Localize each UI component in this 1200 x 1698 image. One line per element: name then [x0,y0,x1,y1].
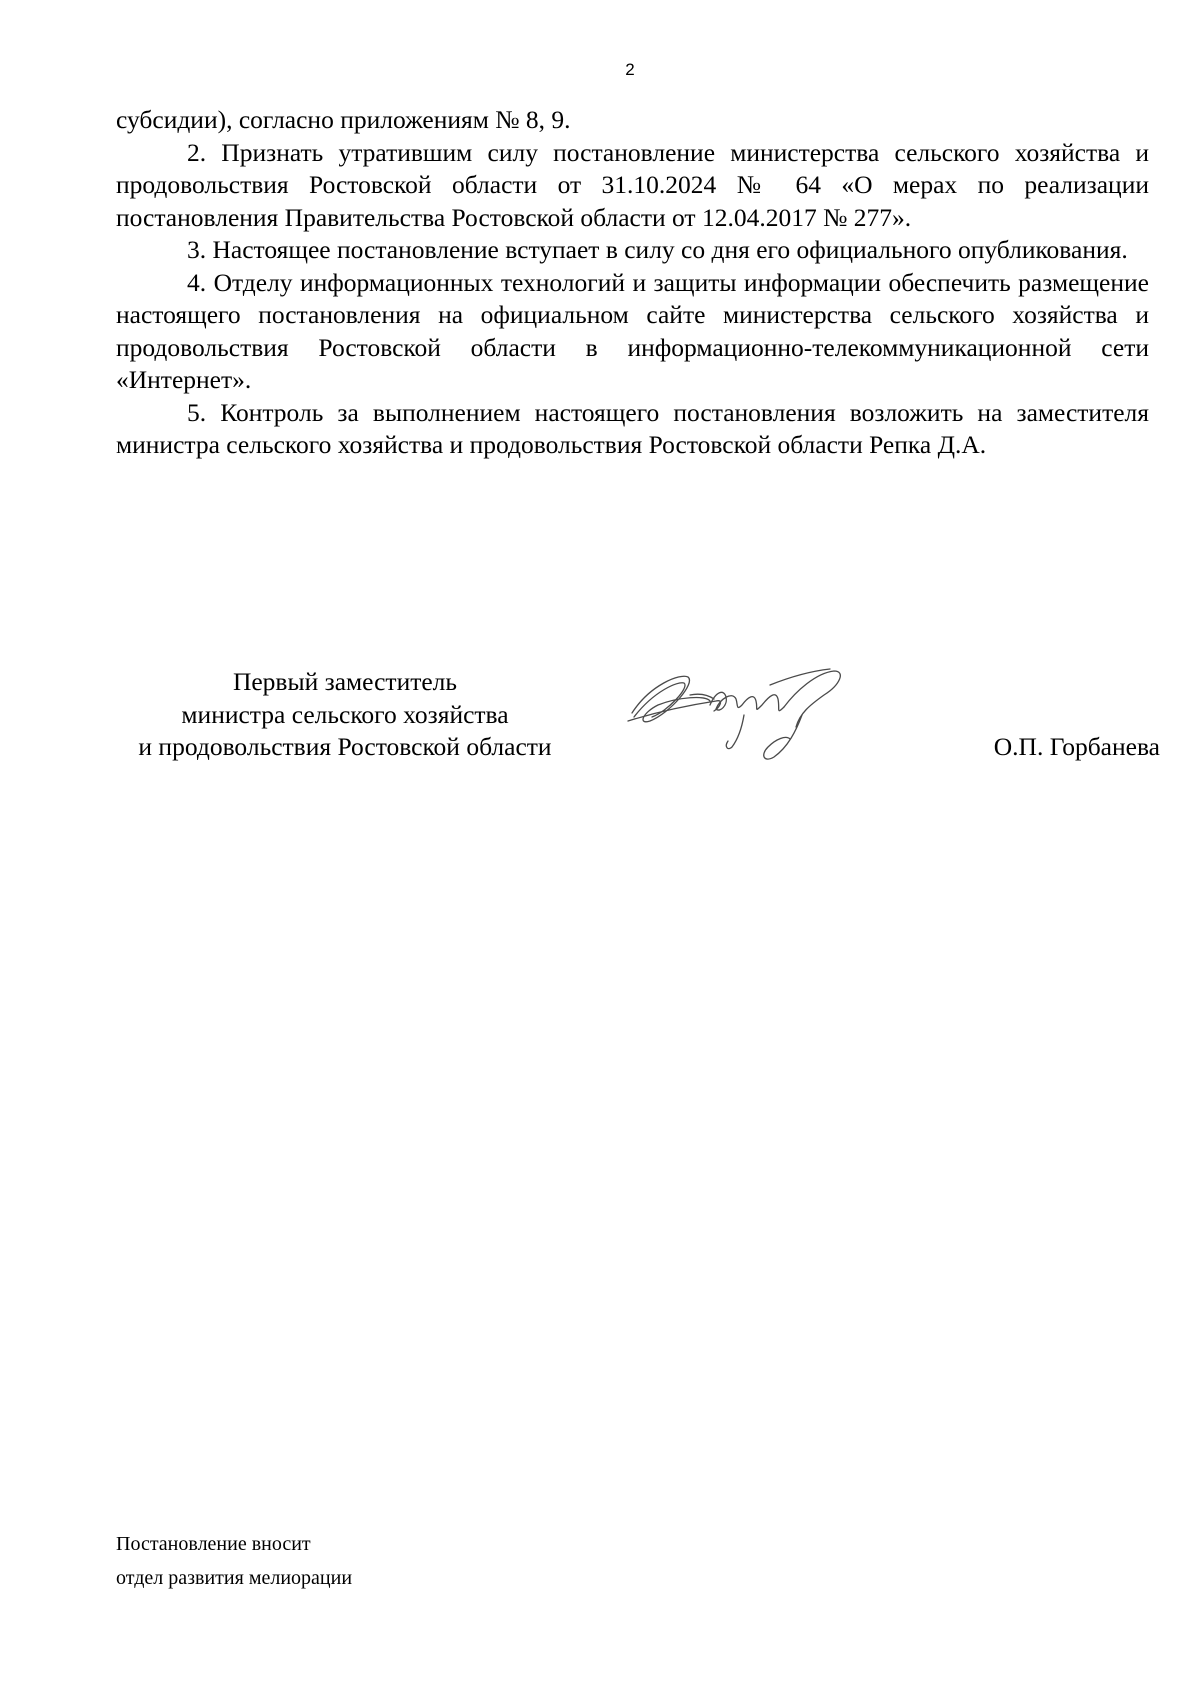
signatory-position-line: Первый заместитель [232,667,458,696]
footer-line: отдел развития мелиорации [116,1567,353,1589]
signatory-position [120,666,570,764]
signatory-position-line: и продовольствия Ростовской области [138,732,552,761]
handwritten-signature-icon [620,655,870,775]
paragraph-2: 2. Признать утратившим силу постановление министерства сельского хозяйства и продовольствия Ростовской области от 31.10.2024 № 64 «О мерах по реализации постановления Правительства Ростовской области от 12.04.2017 № 277». [116,137,1149,232]
paragraph-3: 3. Настоящее постановление вступает в силу со дня его официального опубликования. [187,235,1128,264]
page-number: 2 [625,60,635,79]
footer-line: Постановление вносит [116,1533,311,1555]
footer-note [116,1527,352,1595]
signatory-position-line: министра сельского хозяйства [181,699,509,729]
paragraph-4: 4. Отделу информационных технологий и защиты информации обеспечить размещение настоящего постановления на официальном сайте министерства сельского хозяйства и продовольствия Ростовской области в информационно-телекоммуникационной сети «Интернет». [116,267,1149,394]
paragraph-1-continuation: субсидии), согласно приложениям № 8, 9. [116,105,571,134]
paragraph-5: 5. Контроль за выполнением настоящего постановления возложить на заместителя министра сельского хозяйства и продовольствия Ростовской области Репка Д.А. [116,397,1149,459]
document-body [116,104,1149,462]
signatory-name: О.П. Горбанева [993,732,1160,761]
